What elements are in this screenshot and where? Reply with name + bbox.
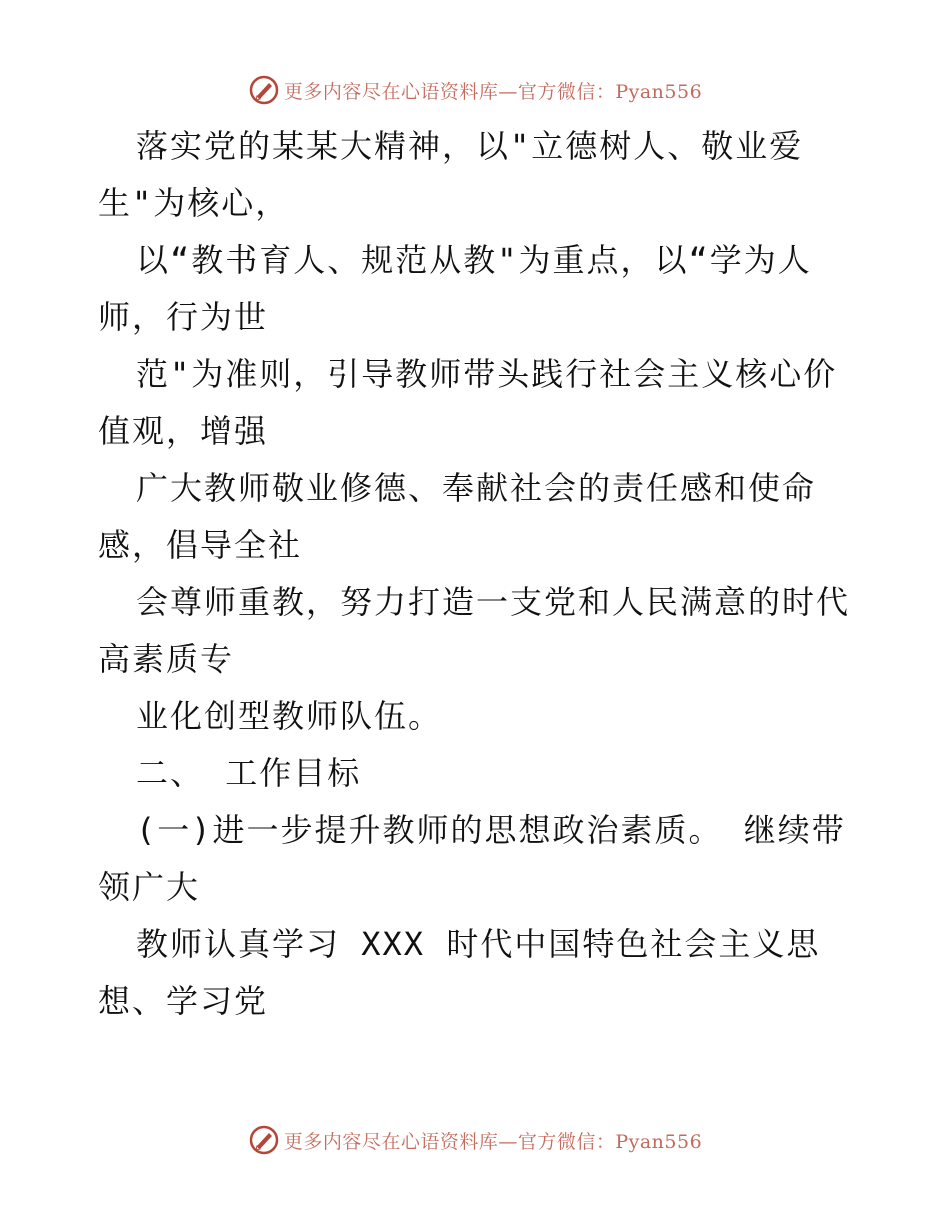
body-line: 想、学习党 bbox=[98, 982, 269, 1020]
document-body bbox=[98, 118, 898, 1030]
body-line: 值观，增强 bbox=[98, 412, 269, 450]
body-line: 师，行为世 bbox=[98, 298, 269, 336]
section-heading: 二、 工作目标 bbox=[136, 754, 362, 792]
header-banner bbox=[0, 72, 950, 108]
body-line: 广大教师敬业修德、奉献社会的责任感和使命 bbox=[136, 469, 817, 507]
body-line: 高素质专 bbox=[98, 640, 235, 678]
header-banner-text: 更多内容尽在心语资料库—官方微信：Pyan556 bbox=[283, 80, 703, 103]
body-line: 感，倡导全社 bbox=[98, 526, 303, 564]
body-line: 业化创型教师队伍。 bbox=[136, 697, 443, 735]
body-line: 教师认真学习 XXX 时代中国特色社会主义思 bbox=[136, 925, 821, 963]
pen-logo-icon bbox=[248, 1124, 280, 1156]
body-line: 范"为准则，引导教师带头践行社会主义核心价 bbox=[136, 355, 838, 393]
body-line: 生"为核心， bbox=[98, 184, 290, 222]
body-line: 领广大 bbox=[98, 868, 201, 906]
footer-banner bbox=[0, 1122, 950, 1158]
body-line: (一)进一步提升教师的思想政治素质。 继续带 bbox=[136, 811, 846, 849]
body-line: 落实党的某某大精神，以"立德树人、敬业爱 bbox=[136, 127, 804, 165]
pen-logo-icon bbox=[248, 74, 280, 106]
body-line: 会尊师重教，努力打造一支党和人民满意的时代 bbox=[136, 583, 851, 621]
footer-banner-text: 更多内容尽在心语资料库—官方微信：Pyan556 bbox=[283, 1130, 703, 1153]
body-line: 以“教书育人、规范从教"为重点，以“学为人 bbox=[136, 241, 812, 279]
